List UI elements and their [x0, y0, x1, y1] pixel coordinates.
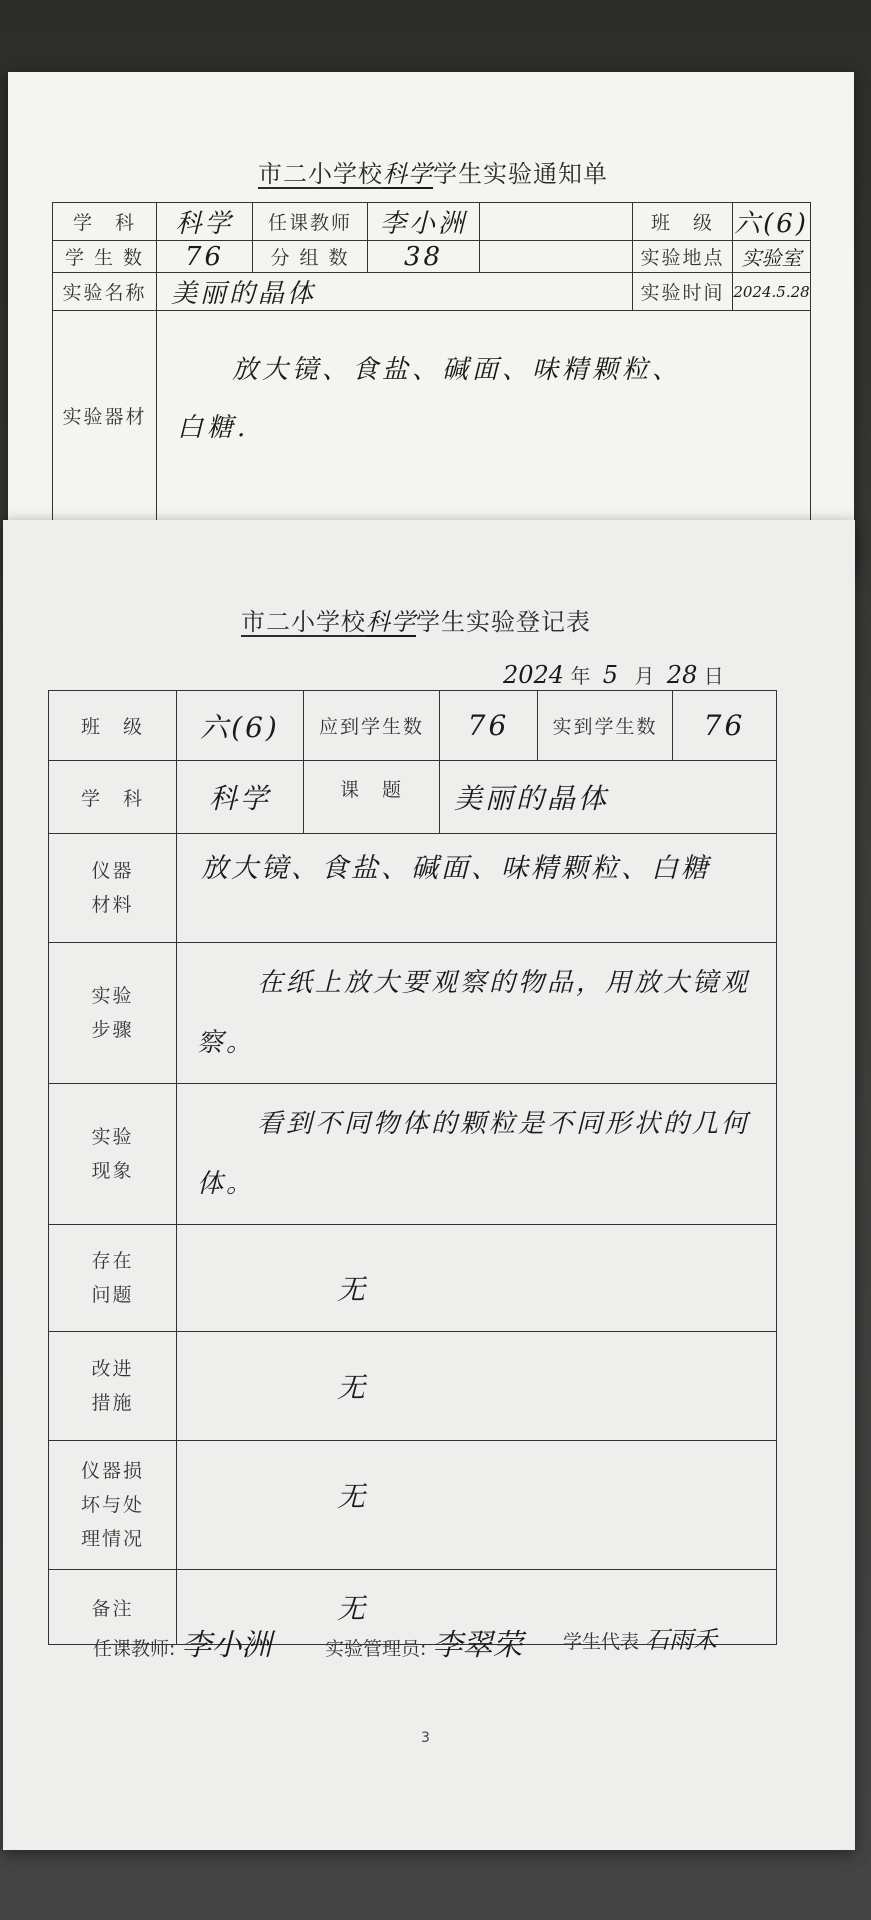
problems-label: 存在 问题 [49, 1225, 177, 1332]
improve-label: 改进 措施 [49, 1332, 177, 1441]
actual-label: 实到学生数 [538, 691, 673, 761]
notice-school: 市二小学校 [258, 160, 383, 188]
notice-materials-line-1: 放大镜、食盐、碱面、味精颗粒、 [232, 355, 683, 385]
notice-students-value: 76 [157, 241, 253, 273]
admin-signature [325, 1620, 522, 1664]
register-school: 市二小学校 [241, 608, 366, 636]
notice-table [52, 202, 811, 521]
notice-name-label: 实验名称 [53, 273, 157, 311]
teacher-signature [93, 1620, 271, 1664]
improve-value: 无 [177, 1332, 777, 1441]
notice-time-label: 实验时间 [633, 273, 733, 311]
steps-value: 在纸上放大要观察的物品，用放大镜观察。 [177, 943, 777, 1084]
actual-value: 76 [673, 691, 777, 761]
remarks-label: 备注 [49, 1570, 177, 1645]
phenomena-value: 看到不同物体的颗粒是不同形状的几何体。 [177, 1084, 777, 1225]
register-row-steps [49, 943, 777, 1084]
register-date [503, 660, 724, 689]
subject-label: 学 科 [49, 761, 177, 834]
notice-location-label: 实验地点 [633, 241, 733, 273]
register-subject-handwritten: 科学 [366, 608, 416, 636]
register-row-phenomena [49, 1084, 777, 1225]
date-month: 5 [602, 661, 619, 689]
steps-label: 实验 步骤 [49, 943, 177, 1084]
date-year: 2024 [503, 661, 565, 689]
remarks-value: 无 [177, 1570, 777, 1645]
notice-row-3 [53, 273, 811, 311]
notice-groups-value: 38 [368, 241, 480, 273]
topic-label: 课 题 [304, 761, 440, 834]
notice-subject-value: 科学 [157, 203, 253, 241]
notice-row-2 [53, 241, 811, 273]
register-title-suffix: 学生实验登记表 [416, 608, 591, 636]
notice-name-value: 美丽的晶体 [157, 273, 633, 311]
notice-title [258, 154, 608, 189]
page-number: 3 [421, 1730, 430, 1746]
notice-teacher-label: 任课教师 [253, 203, 368, 241]
teacher-sign-label: 任课教师: [93, 1638, 176, 1660]
date-month-unit: 月 [634, 664, 655, 688]
teacher-sign: 李小洲 [181, 1628, 272, 1663]
problems-value: 无 [177, 1225, 777, 1332]
notice-title-suffix: 学生实验通知单 [433, 160, 608, 188]
date-year-unit: 年 [570, 664, 591, 688]
class-label: 班 级 [49, 691, 177, 761]
notice-time-value: 2024.5.28 [733, 273, 811, 311]
materials-value: 放大镜、食盐、碱面、味精颗粒、白糖 [177, 834, 777, 943]
register-row-subject [49, 761, 777, 834]
student-rep-sign: 石雨禾 [645, 1626, 718, 1654]
notice-materials-line-2: 白糖. [177, 413, 250, 443]
notice-students-label: 学 生 数 [53, 241, 157, 273]
register-row-damage [49, 1441, 777, 1570]
date-day: 28 [666, 661, 698, 689]
notice-class-value: 六(6) [733, 203, 811, 241]
expected-label: 应到学生数 [304, 691, 440, 761]
notice-sheet [8, 72, 854, 572]
notice-location-value: 实验室 [733, 241, 811, 273]
topic-value: 美丽的晶体 [440, 761, 777, 834]
admin-sign: 李翠荣 [432, 1628, 523, 1663]
student-rep-label: 学生代表 [563, 1631, 640, 1653]
register-sheet [3, 520, 855, 1850]
date-day-unit: 日 [703, 664, 724, 688]
notice-subject-handwritten: 科学 [383, 160, 433, 188]
notice-row-4 [53, 311, 811, 521]
expected-value: 76 [440, 691, 538, 761]
damage-value: 无 [177, 1441, 777, 1570]
class-value: 六(6) [177, 691, 304, 761]
admin-sign-label: 实验管理员: [325, 1638, 427, 1660]
register-row-class [49, 691, 777, 761]
register-row-problems [49, 1225, 777, 1332]
damage-label: 仪器损 坏与处 理情况 [49, 1441, 177, 1570]
materials-label: 仪器 材料 [49, 834, 177, 943]
student-rep-signature [563, 1620, 717, 1655]
notice-class-label: 班 级 [633, 203, 733, 241]
subject-value: 科学 [177, 761, 304, 834]
notice-subject-label: 学 科 [53, 203, 157, 241]
notice-teacher-value: 李小洲 [368, 203, 480, 241]
register-table [48, 690, 777, 1645]
notice-row-1 [53, 203, 811, 241]
register-row-materials [49, 834, 777, 943]
register-row-improve [49, 1332, 777, 1441]
notice-groups-label: 分 组 数 [253, 241, 368, 273]
register-title [241, 602, 591, 637]
notice-materials-label: 实验器材 [53, 311, 157, 521]
phenomena-label: 实验 现象 [49, 1084, 177, 1225]
